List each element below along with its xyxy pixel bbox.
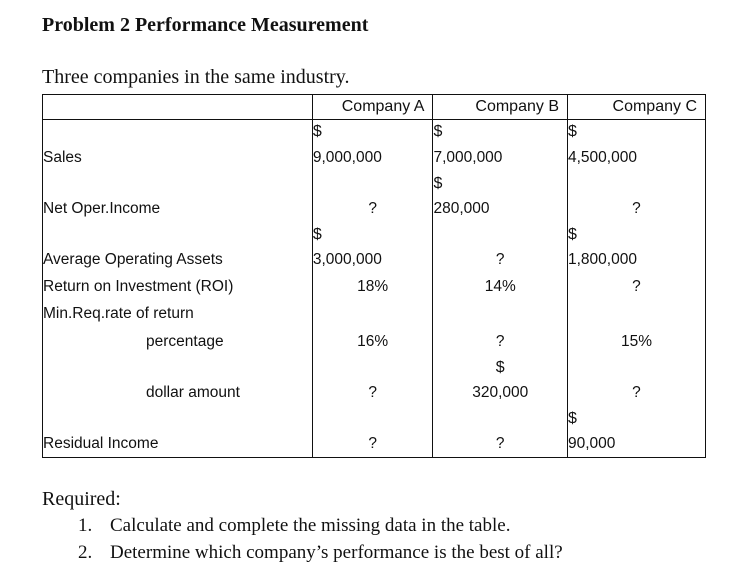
table-row-roi (43, 274, 706, 301)
cell-b: ? (433, 328, 568, 356)
list-number: 1. (78, 515, 93, 536)
cell-c: 15% (567, 328, 705, 356)
table-row-dollar-amount (43, 380, 706, 407)
dollar-sign: $ (433, 172, 568, 196)
list-number: 2. (78, 542, 93, 563)
dollar-sign: $ (567, 120, 705, 145)
dollar-sign: $ (567, 223, 705, 247)
list-text: Calculate and complete the missing data in the table. (110, 515, 511, 536)
row-label: percentage (43, 328, 313, 356)
cell-b: 320,000 (433, 380, 568, 407)
row-label: dollar amount (43, 380, 313, 407)
cell-b: ? (433, 247, 568, 274)
cell-c: ? (567, 196, 705, 223)
cell-a: 9,000,000 (312, 145, 433, 172)
header-company-a: Company A (312, 95, 433, 120)
table-row (43, 356, 706, 380)
row-label: Average Operating Assets (43, 247, 313, 274)
table-header-row (43, 95, 706, 120)
dollar-sign: $ (567, 407, 705, 431)
required-heading: Required: (42, 488, 121, 510)
header-company-b: Company B (433, 95, 568, 120)
cell-a: ? (312, 380, 433, 407)
cell-c: ? (567, 274, 705, 301)
cell-c: ? (567, 380, 705, 407)
dollar-sign: $ (312, 120, 433, 145)
header-company-c: Company C (567, 95, 705, 120)
table-row (43, 407, 706, 431)
dollar-sign: $ (433, 120, 568, 145)
table-row-residual-income (43, 431, 706, 458)
performance-table (42, 94, 706, 458)
row-label: Net Oper.Income (43, 196, 313, 223)
cell-b: ? (433, 431, 568, 458)
table-row (43, 120, 706, 145)
header-blank (43, 95, 313, 120)
required-list (78, 512, 563, 566)
dollar-sign: $ (312, 223, 433, 247)
table-row-noi (43, 196, 706, 223)
dollar-sign: $ (433, 356, 568, 380)
cell-b: 280,000 (433, 196, 568, 223)
cell-c: 4,500,000 (567, 145, 705, 172)
table-row-mrr (43, 301, 706, 328)
row-label: Sales (43, 145, 313, 172)
page-title: Problem 2 Performance Measurement (42, 14, 369, 36)
table-row-sales (43, 145, 706, 172)
cell-b: 14% (433, 274, 568, 301)
cell-a: 18% (312, 274, 433, 301)
list-text: Determine which company’s performance is the best of all? (110, 542, 563, 563)
list-item (78, 512, 563, 539)
row-label: Min.Req.rate of return (43, 301, 313, 328)
subtitle: Three companies in the same industry. (42, 66, 350, 88)
cell-a: ? (312, 196, 433, 223)
cell-a: 16% (312, 328, 433, 356)
row-label: Residual Income (43, 431, 313, 458)
row-label: Return on Investment (ROI) (43, 274, 313, 301)
table-row (43, 223, 706, 247)
cell-c: 90,000 (567, 431, 705, 458)
cell-a: ? (312, 431, 433, 458)
table-row (43, 172, 706, 196)
cell-b: 7,000,000 (433, 145, 568, 172)
list-item (78, 539, 563, 566)
cell-c: 1,800,000 (567, 247, 705, 274)
cell-a: 3,000,000 (312, 247, 433, 274)
table-row-percentage (43, 328, 706, 356)
table-row-aoa (43, 247, 706, 274)
